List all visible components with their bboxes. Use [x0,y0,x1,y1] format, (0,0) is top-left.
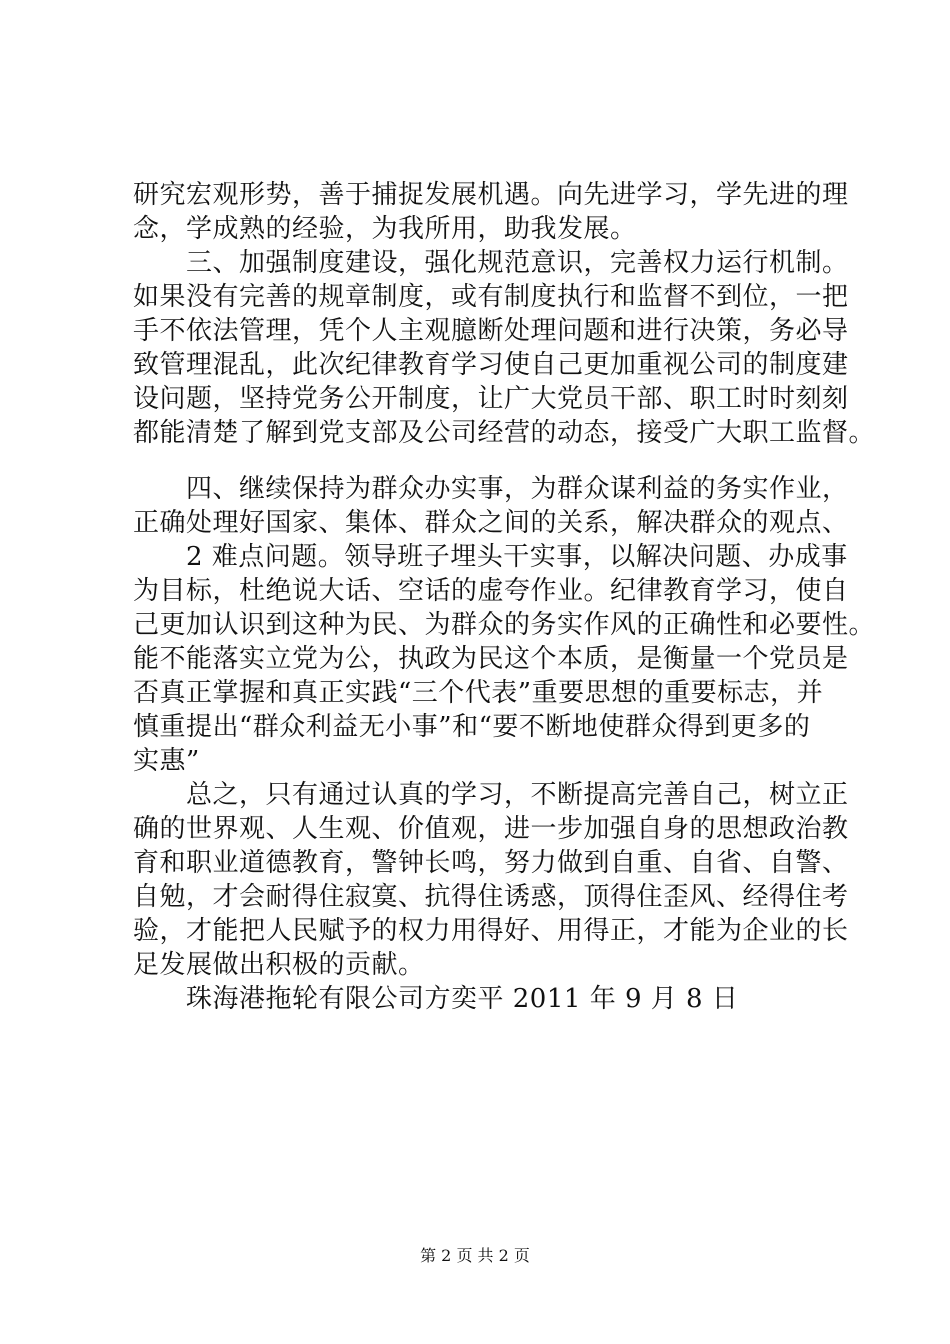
body-line: 足发展做出积极的贡献。 [133,950,425,980]
signature-line: 珠海港拖轮有限公司方奕平 2011 年 9 月 8 日 [133,984,739,1014]
body-line: 设问题，坚持党务公开制度，让广大党员干部、职工时时刻刻 [133,384,849,414]
body-line: 己更加认识到这种为民、为群众的务实作风的正确性和必要性。 [133,610,876,640]
body-line: 四、继续保持为群众办实事，为群众谋利益的务实作业， [133,474,849,504]
body-line: 育和职业道德教育，警钟长鸣，努力做到自重、自省、自警、 [133,848,849,878]
body-line: 否真正掌握和真正实践“三个代表”重要思想的重要标志，并 [133,678,824,708]
body-line: 研究宏观形势，善于捕捉发展机遇。向先进学习，学先进的理 [133,180,849,210]
body-line: 总之，只有通过认真的学习，不断提高完善自己，树立正 [133,780,849,810]
body-line: 确的世界观、人生观、价值观，进一步加强自身的思想政治教 [133,814,849,844]
body-line: 2 难点问题。领导班子埋头干实事，以解决问题、办成事 [133,542,848,572]
body-line: 都能清楚了解到党支部及公司经营的动态，接受广大职工监督。 [133,418,876,448]
body-line: 慎重提出“群众利益无小事”和“要不断地使群众得到更多的 [133,712,811,742]
body-line: 三、加强制度建设，强化规范意识，完善权力运行机制。 [133,248,849,278]
body-line: 手不依法管理，凭个人主观臆断处理问题和进行决策，务必导 [133,316,849,346]
body-line: 能不能落实立党为公，执政为民这个本质，是衡量一个党员是 [133,644,849,674]
body-line: 如果没有完善的规章制度，或有制度执行和监督不到位，一把 [133,282,849,312]
body-line: 自勉，才会耐得住寂寞、抗得住诱惑，顶得住歪风、经得住考 [133,882,849,912]
body-line: 实惠” [133,746,200,776]
body-line: 验，才能把人民赋予的权力用得好、用得正，才能为企业的长 [133,916,849,946]
body-line: 正确处理好国家、集体、群众之间的关系，解决群众的观点、 [133,508,849,538]
page-footer: 第 2 页 共 2 页 [420,1246,530,1265]
body-line: 为目标，杜绝说大话、空话的虚夸作业。纪律教育学习，使自 [133,576,849,606]
body-line: 念，学成熟的经验，为我所用，助我发展。 [133,214,637,244]
body-line: 致管理混乱，此次纪律教育学习使自己更加重视公司的制度建 [133,350,849,380]
